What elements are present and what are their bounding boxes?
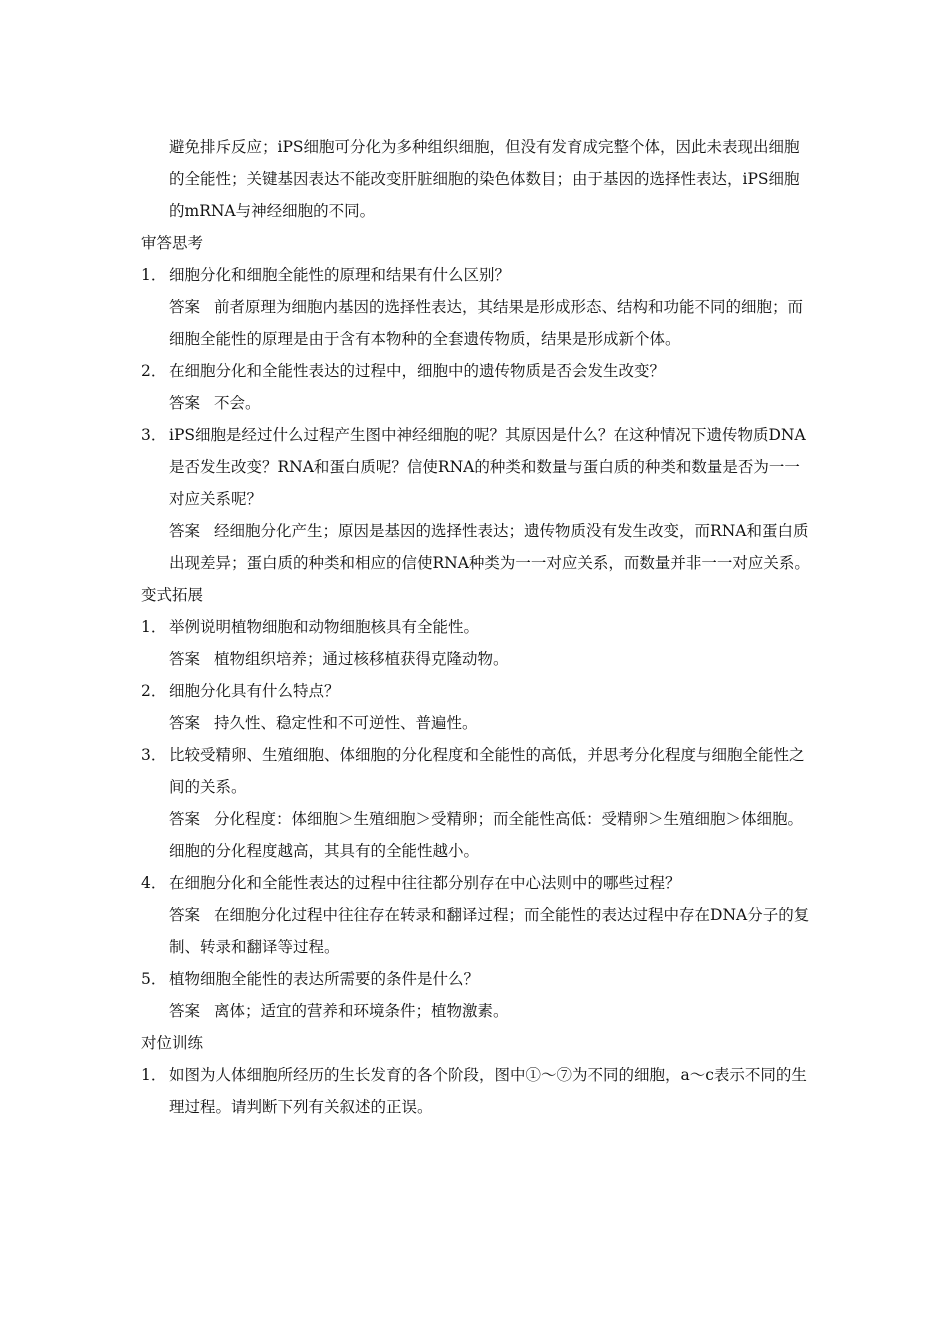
answer-item xyxy=(141,899,813,963)
question-item xyxy=(141,739,813,803)
section-heading-shenda: 审答思考 xyxy=(141,234,204,252)
question-item xyxy=(141,963,813,995)
question-number: 4． xyxy=(141,874,167,892)
section-heading-bianshi: 变式拓展 xyxy=(141,586,204,604)
question-item xyxy=(141,867,813,899)
intro-paragraph: 避免排斥反应；iPS细胞可分化为多种组织细胞，但没有发育成完整个体，因此未表现出细胞的全能性；关键基因表达不能改变肝脏细胞的染色体数目；由于基因的选择性表达，iPS细胞的mRNA与神经细胞的不同。 xyxy=(169,138,800,220)
question-text: 细胞分化和细胞全能性的原理和结果有什么区别？ xyxy=(169,266,511,284)
answer-text: 经细胞分化产生；原因是基因的选择性表达；遗传物质没有发生改变，而RNA和蛋白质出现差异；蛋白质的种类和相应的信使RNA种类为一一对应关系，而数量并非一一对应关系。 xyxy=(169,522,810,572)
question-item xyxy=(141,259,813,291)
question-number: 1． xyxy=(141,1066,167,1084)
document-body xyxy=(141,131,813,1123)
answer-text: 分化程度：体细胞＞生殖细胞＞受精卵；而全能性高低：受精卵＞生殖细胞＞体细胞。细胞的分化程度越高，其具有的全能性越小。 xyxy=(169,810,804,860)
question-item xyxy=(141,675,813,707)
answer-text: 持久性、稳定性和不可逆性、普遍性。 xyxy=(214,714,478,732)
question-text: 如图为人体细胞所经历的生长发育的各个阶段，图中①～⑦为不同的细胞，a～c表示不同的生理过程。请判断下列有关叙述的正误。 xyxy=(169,1066,807,1116)
section-heading-duiwei: 对位训练 xyxy=(141,1034,204,1052)
answer-text: 不会。 xyxy=(214,394,261,412)
question-text: 比较受精卵、生殖细胞、体细胞的分化程度和全能性的高低，并思考分化程度与细胞全能性之间的关系。 xyxy=(169,746,805,796)
question-number: 3． xyxy=(141,746,167,764)
answer-item xyxy=(141,291,813,355)
question-number: 1． xyxy=(141,618,167,636)
answer-label: 答案 xyxy=(169,714,201,732)
answer-label: 答案 xyxy=(169,1002,201,1020)
question-number: 2． xyxy=(141,682,167,700)
question-item xyxy=(141,1059,813,1123)
question-text: 举例说明植物细胞和动物细胞核具有全能性。 xyxy=(169,618,480,636)
answer-label: 答案 xyxy=(169,650,201,668)
answer-label: 答案 xyxy=(169,522,201,540)
answer-text: 在细胞分化过程中往往存在转录和翻译过程；而全能性的表达过程中存在DNA分子的复制、转录和翻译等过程。 xyxy=(169,906,810,956)
answer-label: 答案 xyxy=(169,906,201,924)
answer-item xyxy=(141,515,813,579)
answer-item xyxy=(141,995,813,1027)
question-item xyxy=(141,419,813,515)
answer-item xyxy=(141,643,813,675)
question-item xyxy=(141,355,813,387)
question-number: 5． xyxy=(141,970,167,988)
answer-text: 离体；适宜的营养和环境条件；植物激素。 xyxy=(214,1002,509,1020)
question-text: 植物细胞全能性的表达所需要的条件是什么？ xyxy=(169,970,480,988)
question-number: 2． xyxy=(141,362,167,380)
question-text: iPS细胞是经过什么过程产生图中神经细胞的呢？其原因是什么？在这种情况下遗传物质DNA是否发生改变？RNA和蛋白质呢？信使RNA的种类和数量与蛋白质的种类和数量是否为一一对应关系呢？ xyxy=(169,426,806,508)
answer-item xyxy=(141,707,813,739)
answer-label: 答案 xyxy=(169,394,201,412)
answer-text: 前者原理为细胞内基因的选择性表达，其结果是形成形态、结构和功能不同的细胞；而细胞全能性的原理是由于含有本物种的全套遗传物质，结果是形成新个体。 xyxy=(169,298,804,348)
answer-label: 答案 xyxy=(169,298,201,316)
question-number: 3． xyxy=(141,426,167,444)
question-text: 细胞分化具有什么特点？ xyxy=(169,682,340,700)
answer-text: 植物组织培养；通过核移植获得克隆动物。 xyxy=(214,650,509,668)
answer-item xyxy=(141,803,813,867)
answer-item xyxy=(141,387,813,419)
answer-label: 答案 xyxy=(169,810,201,828)
question-number: 1． xyxy=(141,266,167,284)
question-text: 在细胞分化和全能性表达的过程中往往都分别存在中心法则中的哪些过程？ xyxy=(169,874,681,892)
question-text: 在细胞分化和全能性表达的过程中，细胞中的遗传物质是否会发生改变？ xyxy=(169,362,666,380)
question-item xyxy=(141,611,813,643)
